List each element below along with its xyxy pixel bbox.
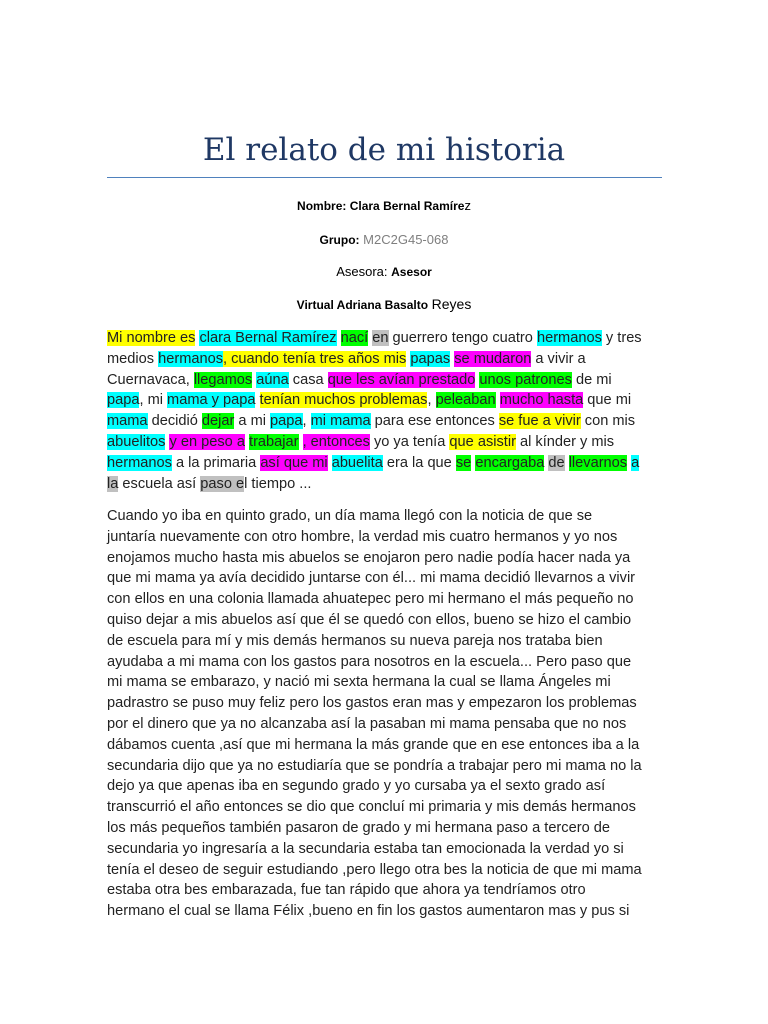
paragraph-line: por el dinero que ya no alcanzaba así la pasaban mi mama pensaba que no nos xyxy=(107,715,627,732)
paragraph-line xyxy=(107,390,663,411)
highlighted-phrase: así que mi xyxy=(260,454,328,471)
paragraph-line xyxy=(107,411,663,432)
highlighted-phrase: la xyxy=(107,475,119,492)
advisor-surname: Reyes xyxy=(431,296,472,312)
highlighted-phrase: abuelita xyxy=(331,454,383,471)
text-segment: yo ya tenía xyxy=(369,433,450,450)
paragraph-line: estaba otra bes embarazada, fue tan rápido que ahora ya tendríamos otro xyxy=(107,882,586,899)
highlighted-phrase: clara Bernal Ramírez xyxy=(199,330,337,346)
paragraph-line: secundaria yo ingresaría a la secundaria estaba tan emocionada la verdad yo si xyxy=(107,840,624,857)
highlighted-phrase: de xyxy=(548,454,565,471)
paragraph-line: quiso dejar a mis abuelos así que él se quedó con ellos, bueno se hizo el cambio xyxy=(107,611,632,628)
highlighted-phrase: mi mama xyxy=(310,413,371,430)
highlighted-phrase: mucho hasta xyxy=(499,392,584,409)
highlighted-phrase: hermanos xyxy=(536,330,602,346)
highlighted-phrase: mama y papa xyxy=(167,392,256,409)
highlighted-phrase: , cuando tenía tres años mis xyxy=(223,350,407,367)
highlighted-phrase: abuelitos xyxy=(107,433,166,450)
highlighted-phrase: peleaban xyxy=(435,392,496,409)
paragraph-line: dejo ya que apenas iba en segundo grado y yo cursaba ya el sexto grado así xyxy=(107,778,606,795)
author-name-tail: z xyxy=(464,198,471,213)
highlighted-phrase: tenían muchos problemas xyxy=(259,392,428,409)
paragraph-line: de escuela para mí y mis demás hermanos su nueva pareja nos trataba bien xyxy=(107,632,603,649)
highlighted-phrase: hermanos xyxy=(158,350,224,367)
highlighted-phrase: en xyxy=(372,330,389,346)
paragraph-line: padrastro se puso muy feliz pero los gastos eran mas y empezaron los problemas xyxy=(107,695,637,712)
author-name: Nombre: Clara Bernal Ramíre xyxy=(297,199,465,213)
text-segment: decidió xyxy=(147,413,202,430)
text-segment: Cuernavaca, xyxy=(107,371,194,388)
group-label: Grupo: xyxy=(319,233,360,247)
text-segment: era la que xyxy=(382,454,456,471)
highlighted-phrase: mama xyxy=(107,413,148,430)
highlighted-phrase: se mudaron xyxy=(454,350,532,367)
paragraph-line: Cuando yo iba en quinto grado, un día mama llegó con la noticia de que se xyxy=(107,508,593,524)
highlighted-phrase: paso e xyxy=(200,475,245,492)
highlighted-phrase: se fue a vivir xyxy=(498,413,581,430)
paragraph-line: mi mama se embarazo, y nació mi sexta hermana la cual se llama Ángeles mi xyxy=(107,674,611,691)
highlighted-phrase: trabajar xyxy=(249,433,299,450)
highlighted-phrase: papa xyxy=(107,392,140,409)
advisor-name-line xyxy=(0,296,768,312)
title-divider xyxy=(107,177,662,178)
paragraph-line: juntaría nuevamente con otro hombre, la verdad mis cuatro hermanos y yo nos xyxy=(107,528,618,545)
paragraph-line xyxy=(107,349,663,370)
text-segment: de mi xyxy=(571,371,612,388)
paragraph-line: enojamos mucho hasta mis abuelos se enojaron pero nadie podía hacer nada ya xyxy=(107,549,631,566)
highlighted-phrase: que asistir xyxy=(449,433,516,450)
highlighted-phrase: , entonces xyxy=(302,433,370,450)
author-name-line xyxy=(0,198,768,213)
advisor-line xyxy=(0,264,768,279)
advisor-name: Virtual Adriana Basalto xyxy=(296,298,429,312)
highlighted-phrase: a xyxy=(631,454,640,471)
text-segment: escuela así xyxy=(118,475,201,492)
highlighted-phrase: Mi nombre es xyxy=(107,330,196,346)
paragraph-line: con ellos en una colonia llamada ahuatepec pero mi hermano el más pequeño no xyxy=(107,591,634,608)
paragraph-line: secundaria dijo que ya no estudiaría que se pondría a trabajar pero mi mama no la xyxy=(107,757,642,774)
highlighted-phrase: llevarnos xyxy=(568,454,628,471)
paragraph-line: ayudaba a mi mama con los gastos para nosotros en la escuela... Pero paso que xyxy=(107,653,632,670)
text-segment: al kínder y mis xyxy=(515,433,615,450)
text-segment: medios xyxy=(107,350,159,367)
text-segment xyxy=(337,330,341,346)
body-paragraph xyxy=(107,506,663,922)
paragraph-line xyxy=(107,432,663,453)
highlighted-phrase: que les avían prestado xyxy=(327,371,476,388)
paragraph-line: los más pequeños también pasaron de grado y mi hermana paso a tercero de xyxy=(107,819,610,836)
paragraph-line xyxy=(107,453,663,474)
text-segment: a vivir a xyxy=(531,350,586,367)
highlighted-phrase: llegamos xyxy=(193,371,253,388)
text-segment xyxy=(255,392,259,408)
group-line xyxy=(0,232,768,247)
text-segment: para ese entonces xyxy=(370,413,499,430)
text-segment: casa xyxy=(288,371,328,388)
text-segment: , mi xyxy=(139,392,168,409)
text-segment: a mi xyxy=(234,413,271,430)
paragraph-line: tenía el deseo de seguir estudiando ,pero llego otra bes la noticia de que mi mama xyxy=(107,861,642,878)
text-segment: , xyxy=(427,392,436,409)
text-segment: guerrero tengo cuatro xyxy=(388,330,537,346)
highlighted-phrase: aúna xyxy=(256,371,289,388)
advisor-label: Asesora: xyxy=(336,264,388,279)
highlighted-phrase: se xyxy=(455,454,472,471)
document-title: El relato de mi historia xyxy=(202,132,566,168)
highlighted-phrase: papas xyxy=(410,350,451,367)
highlighted-phrase: hermanos xyxy=(107,454,172,471)
advisor-value: Asesor xyxy=(391,265,432,279)
text-segment: , xyxy=(302,413,311,430)
text-segment: l tiempo ... xyxy=(244,475,312,492)
group-value: M2C2G45-068 xyxy=(363,232,449,247)
text-segment: y tres xyxy=(601,330,642,346)
highlighted-paragraph xyxy=(107,328,663,494)
highlighted-phrase: papa xyxy=(270,413,303,430)
paragraph-line: hermano el cual se llama Félix ,bueno en fin los gastos aumentaron mas y pus si xyxy=(107,903,630,920)
paragraph-line: que mi mama ya avía decidido juntarse con él... mi mama decidió llevarnos a vivir xyxy=(107,570,636,587)
paragraph-line: transcurrió el año entonces se dio que concluí mi primaria y mis demás hermanos xyxy=(107,799,636,816)
text-segment: con mis xyxy=(580,413,636,430)
highlighted-phrase: nací xyxy=(340,330,369,346)
highlighted-phrase: y en peso a xyxy=(169,433,245,450)
highlighted-phrase: unos patrones xyxy=(479,371,572,388)
paragraph-line xyxy=(107,370,663,391)
text-segment: a la primaria xyxy=(171,454,261,471)
paragraph-line xyxy=(107,328,663,349)
highlighted-phrase: encargaba xyxy=(475,454,545,471)
text-segment: que mi xyxy=(583,392,632,409)
highlighted-phrase: dejar xyxy=(201,413,235,430)
paragraph-line xyxy=(107,474,663,495)
text-segment xyxy=(299,434,303,450)
paragraph-line: dábamos cuenta ,así que mi hermana la más grande que en ese entonces iba a la xyxy=(107,736,640,753)
